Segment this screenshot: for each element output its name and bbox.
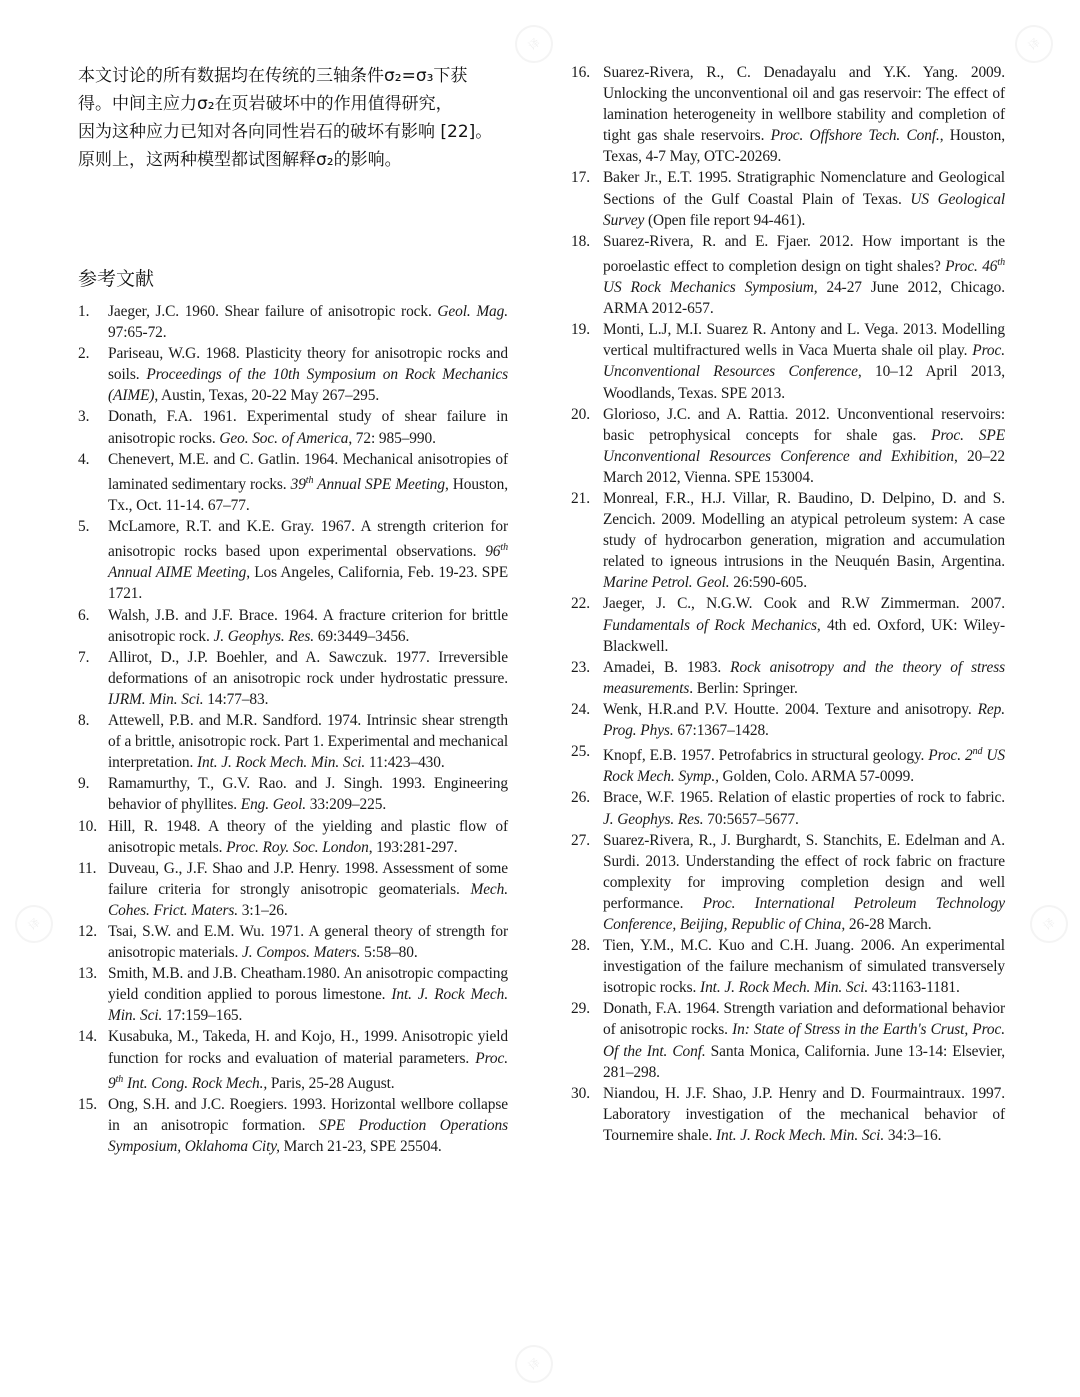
reference-text <box>108 816 508 858</box>
reference-plain-text: Duveau, G., J.F. Shao and J.P. Henry. 1998. Assessment of some failure criteria for strongly anisotropic geomaterials. <box>108 859 508 898</box>
reference-item <box>571 935 1005 998</box>
reference-plain-text: Niandou, H. J.F. Shao, J.P. Henry and D. Fourmaintraux. 1997. Laboratory investigation of the mechanical behavior of Tournemire shale. <box>603 1084 1005 1144</box>
reference-plain-text: Pariseau, W.G. 1968. Plasticity theory for anisotropic rocks and soils. <box>108 345 508 384</box>
reference-italic-text: Proc. 2 <box>928 747 973 765</box>
reference-number: 27. <box>571 831 590 849</box>
reference-item <box>78 1026 508 1093</box>
reference-number: 2. <box>78 345 90 363</box>
reference-plain-text: Baker Jr., E.T. 1995. Stratigraphic Nomenclature and Geological Sections of the Gulf Coastal Plain of Texas. <box>603 169 1005 208</box>
watermark-icon: 译 <box>507 1337 561 1391</box>
reference-text <box>603 1083 1005 1146</box>
reference-item <box>571 787 1005 829</box>
reference-number: 1. <box>78 303 90 320</box>
reference-plain-text: Kusabuka, M., Takeda, H. and Kojo, H., 1999. Anisotropic yield function for rocks and evaluation of material parameters. <box>108 1028 508 1067</box>
reference-plain-text: Tien, Y.M., M.C. Kuo and C.H. Juang. 2006. An experimental investigation of the failure mechanism of simulated transversely isotropic rocks. <box>603 937 1005 997</box>
reference-text <box>108 605 508 647</box>
reference-italic-text: Proc. 46 <box>945 257 998 275</box>
reference-italic-text: Rep. Prog. Phys. <box>603 700 1005 740</box>
reference-item <box>571 593 1005 656</box>
reference-italic-text: Proceedings of the 10th Symposium on Rock Mechanics (AIME) <box>108 366 508 405</box>
reference-number: 10. <box>78 817 97 835</box>
reference-plain-text: Donath, F.A. 1964. Strength variation and deformational behavior of anisotropic rocks. <box>603 1000 1005 1039</box>
left-column <box>78 62 508 1157</box>
references-heading: 参考文献 <box>78 268 155 290</box>
reference-text <box>603 935 1005 998</box>
reference-italic-text: J. Compos. Maters. <box>242 944 361 962</box>
reference-item <box>78 710 508 773</box>
reference-plain-text: , 193:281-297. <box>368 838 458 856</box>
reference-plain-text: Jaeger, J.C. 1960. Shear failure of anisotropic rock. <box>108 303 438 320</box>
reference-italic-text: Annual SPE Meeting <box>313 475 445 493</box>
reference-item <box>78 516 508 605</box>
reference-item <box>78 605 508 647</box>
reference-plain-text: , Houston, Texas, 4-7 May, OTC-20269. <box>603 127 1005 166</box>
reference-text <box>603 998 1005 1082</box>
reference-plain-text: Ong, S.H. and J.C. Roegiers. 1993. Horizontal wellbore collapse in an anisotropic formation. <box>108 1095 508 1134</box>
reference-italic-text: Proc. Unconventional Resources Conference <box>603 342 1005 381</box>
reference-item <box>78 301 508 343</box>
reference-plain-text: 24-27 June 2012, Chicago. ARMA 2012-657. <box>603 279 1005 318</box>
reference-text <box>108 449 508 516</box>
reference-item <box>571 404 1005 488</box>
reference-number: 8. <box>78 712 90 730</box>
intro-line: 因为这种应力已知对各向同性岩石的破坏有影响 [22]。 <box>78 122 493 142</box>
reference-italic-text: IJRM. Min. Sci. <box>108 690 204 708</box>
reference-number: 7. <box>78 648 90 666</box>
reference-plain-text: Amadei, B. 1983. <box>603 658 731 676</box>
reference-italic-text: Eng. Geol. <box>240 796 307 814</box>
reference-plain-text: Knopf, E.B. 1957. Petrofabrics in structural geology. <box>603 747 929 765</box>
reference-plain-text: Allirot, D., J.P. Boehler, and A. Sawczuk. 1977. Irreversible deformations of an anisotropic rock under hydrostatic pressure. <box>108 648 508 687</box>
reference-number: 3. <box>78 408 90 426</box>
reference-plain-text: Jaeger, J. C., N.G.W. Cook and R.W Zimmerman. 2007. <box>603 595 1005 613</box>
reference-plain-text: 26:590-605. <box>729 574 807 592</box>
intro-line: 原则上，这两种模型都试图解释σ₂的影响。 <box>78 150 402 170</box>
reference-plain-text: 11:423–430. <box>365 754 445 772</box>
reference-item <box>78 343 508 406</box>
reference-number: 20. <box>571 405 590 423</box>
reference-plain-text: Suarez-Rivera, R., J. Burghardt, S. Stanchits, E. Edelman and A. Surdi. 2013. Understanding the effect of rock fabric on fracture complexity for improving completion design and well performance. <box>603 831 1005 912</box>
reference-item <box>571 62 1005 167</box>
reference-italic-text: Int. J. Rock Mech. Min. Sci. <box>715 1126 885 1144</box>
reference-number: 12. <box>78 922 97 940</box>
reference-text <box>603 319 1005 403</box>
reference-text <box>603 787 1005 829</box>
reference-text <box>603 830 1005 935</box>
reference-number: 24. <box>571 700 590 718</box>
reference-number: 18. <box>571 232 590 250</box>
reference-item <box>78 449 508 516</box>
reference-item <box>78 816 508 858</box>
reference-plain-text: Monti, L.J, M.I. Suarez R. Antony and L. Vega. 2013. Modelling vertical multifractured wells in Vaca Muerta shale oil play. <box>603 321 1005 360</box>
reference-plain-text: March 21-23, SPE 25504. <box>279 1138 442 1156</box>
reference-plain-text: Glorioso, J.C. and A. Rattia. 2012. Unconventional reservoirs: basic petrophysical concepts for shale gas. <box>603 405 1005 444</box>
reference-plain-text: 14:77–83. <box>203 690 269 708</box>
intro-paragraph <box>78 62 508 174</box>
reference-plain-text: 17:159–165. <box>162 1007 243 1025</box>
reference-plain-text: 70:5657–5677. <box>703 810 799 828</box>
reference-number: 16. <box>571 64 590 81</box>
reference-plain-text: Suarez-Rivera, R., C. Denadayalu and Y.K. Yang. 2009. Unlocking the unconventional oil and gas reservoir: The effect of lamination heterogeneity in wellbore stability and completion of tight gas shale reservoirs. <box>603 64 1005 145</box>
watermark-icon: 译 <box>507 17 561 71</box>
reference-italic-text: 96 <box>485 543 501 561</box>
reference-plain-text: Santa Monica, California. June 13-14: Elsevier, 281–298. <box>603 1042 1005 1081</box>
reference-item <box>78 406 508 448</box>
reference-number: 28. <box>571 937 590 955</box>
reference-number: 11. <box>78 859 97 877</box>
reference-plain-text: Tsai, S.W. and E.M. Wu. 1971. A general theory of strength for anisotropic materials. <box>108 922 508 962</box>
reference-plain-text: Golden, Colo. ARMA 57-0099. <box>718 768 914 786</box>
reference-plain-text: Walsh, J.B. and J.F. Brace. 1964. A fracture criterion for brittle anisotropic rock. <box>108 606 508 645</box>
reference-italic-text: nd <box>972 746 983 758</box>
reference-number: 29. <box>571 1000 590 1018</box>
reference-text <box>108 963 508 1026</box>
reference-plain-text: , 10–12 April 2013, Woodlands, Texas. SPE 2013. <box>603 363 1005 402</box>
reference-italic-text: Proc. Roy. Soc. London <box>226 838 369 856</box>
reference-text <box>108 406 508 448</box>
reference-item <box>571 699 1005 741</box>
reference-text <box>603 62 1005 167</box>
reference-italic-text: Int. J. Rock Mech. Min. Sci. <box>197 754 366 772</box>
reference-number: 5. <box>78 518 90 536</box>
reference-number: 22. <box>571 595 590 613</box>
reference-number: 19. <box>571 321 590 339</box>
reference-text <box>108 710 508 773</box>
reference-plain-text: (Open file report 94-461). <box>644 211 806 229</box>
reference-item <box>571 741 1005 787</box>
watermark-icon: 译 <box>1022 897 1076 951</box>
reference-text <box>108 647 508 710</box>
reference-italic-text: Marine Petrol. Geol. <box>603 574 730 592</box>
reference-item <box>571 1083 1005 1146</box>
reference-italic-text: SPE Production Operations Symposium, Oklahoma City, <box>108 1116 508 1156</box>
reference-italic-text: US Geological Survey <box>603 190 1005 229</box>
reference-plain-text: 5:58–80. <box>360 944 418 962</box>
reference-number: 25. <box>571 743 590 761</box>
reference-italic-text: Geo. Soc. of America <box>219 429 349 447</box>
reference-plain-text: , Los Angeles, California, Feb. 19-23. SPE 1721. <box>108 564 508 603</box>
reference-plain-text: 69:3449–3456. <box>314 627 410 645</box>
reference-text <box>603 231 1005 320</box>
reference-plain-text: 67:1367–1428. <box>673 722 769 740</box>
reference-plain-text: 34:3–16. <box>884 1126 942 1144</box>
reference-text <box>603 657 1005 699</box>
reference-text <box>108 858 508 921</box>
reference-number: 15. <box>78 1095 97 1113</box>
reference-italic-text: Proc. 9 <box>108 1049 508 1092</box>
reference-number: 21. <box>571 490 590 507</box>
reference-italic-text: US Rock Mechanics Symposium, <box>603 279 818 297</box>
reference-plain-text: 33:209–225. <box>306 796 387 814</box>
reference-plain-text: , Houston, Tx., Oct. 11-14. 67–77. <box>108 475 508 514</box>
reference-text <box>603 167 1005 230</box>
reference-plain-text: 26-28 March. <box>845 916 932 933</box>
reference-plain-text: 43:1163-1181. <box>868 979 960 997</box>
reference-italic-text: Int. Cong. Rock Mech., <box>123 1074 268 1092</box>
reference-text <box>108 1026 508 1093</box>
reference-italic-text: Proc. SPE Unconventional Resources Conference and Exhibition <box>603 426 1006 465</box>
reference-number: 6. <box>78 606 90 624</box>
reference-item <box>78 963 508 1026</box>
reference-text <box>603 741 1005 787</box>
reference-plain-text: . Berlin: Springer. <box>689 679 798 697</box>
reference-italic-text: th <box>997 256 1005 268</box>
reference-text <box>603 488 1005 593</box>
reference-plain-text: Ramamurthy, T., G.V. Rao. and J. Singh. 1993. Engineering behavior of phyllites. <box>108 775 508 814</box>
reference-plain-text: Donath, F.A. 1961. Experimental study of shear failure in anisotropic rocks. <box>108 408 508 447</box>
right-column <box>571 62 1005 1146</box>
reference-item <box>571 319 1005 403</box>
reference-plain-text: , Austin, Texas, 20-22 May 267–295. <box>154 387 380 405</box>
reference-item <box>78 773 508 815</box>
reference-number: 26. <box>571 789 590 807</box>
reference-italic-text: Rock anisotropy and the theory of stress measurements <box>603 658 1005 697</box>
reference-text <box>108 516 508 605</box>
reference-italic-text: In: State of Stress in the Earth's Crust, Proc. Of the Int. Conf. <box>603 1021 1005 1060</box>
reference-italic-text: Int. J. Rock Mech. Min. Sci. <box>108 986 508 1025</box>
reference-plain-text: McLamore, R.T. and K.E. Gray. 1967. A strength criterion for anisotropic rocks based upon experimental observations. <box>108 518 508 561</box>
reference-italic-text: Geol. Mag. <box>437 303 508 320</box>
reference-italic-text: 39 <box>290 475 306 493</box>
reference-item <box>571 998 1005 1082</box>
reference-text <box>108 343 508 406</box>
reference-text <box>108 301 508 343</box>
reference-number: 9. <box>78 775 90 793</box>
reference-plain-text: Paris, 25-28 August. <box>267 1074 395 1092</box>
reference-italic-text: Mech. Cohes. Frict. Maters. <box>108 880 508 919</box>
reference-item <box>571 167 1005 230</box>
reference-plain-text: Hill, R. 1948. A theory of the yielding and plastic flow of anisotropic metals. <box>108 817 508 856</box>
reference-italic-text: J. Geophys. Res. <box>213 627 315 645</box>
reference-plain-text: , 72: 985–990. <box>348 429 436 447</box>
reference-plain-text: Monreal, F.R., H.J. Villar, R. Baudino, D. Delpino, D. and S. Zencich. 2009. Modelling an atypical petroleum system: A case study of hydrocarbon generation, migration and accumulation related to igneous intrusions in the Neuquén Basin, Argentina. <box>603 490 1005 571</box>
watermark-icon: 译 <box>1007 17 1061 71</box>
reference-number: 17. <box>571 169 590 187</box>
intro-line: 本文讨论的所有数据均在传统的三轴条件σ₂=σ₃下获 <box>78 66 468 86</box>
reference-plain-text: 97:65-72. <box>108 324 167 342</box>
reference-text <box>108 773 508 815</box>
reference-text <box>603 404 1005 488</box>
reference-plain-text: Chenevert, M.E. and C. Gatlin. 1964. Mechanical anisotropies of laminated sedimentary rocks. <box>108 450 508 493</box>
reference-italic-text: th <box>500 542 508 554</box>
reference-plain-text: Brace, W.F. 1965. Relation of elastic properties of rock to fabric. <box>603 789 1005 807</box>
reference-item <box>571 488 1005 593</box>
reference-plain-text: Attewell, P.B. and M.R. Sandford. 1974. Intrinsic shear strength of a brittle, anisotropic rock. Part 1. Experimental and mechanical interpretation. <box>108 712 508 772</box>
reference-italic-text: th <box>115 1073 124 1085</box>
reference-italic-text: Proc. International Petroleum Technology Conference, Beijing, Republic of China, <box>603 894 1006 933</box>
reference-number: 13. <box>78 965 97 983</box>
reference-number: 14. <box>78 1028 97 1046</box>
reference-plain-text: , 4th ed. Oxford, UK: Wiley-Blackwell. <box>603 616 1006 655</box>
reference-item <box>78 858 508 921</box>
reference-item <box>571 231 1005 320</box>
reference-number: 4. <box>78 450 90 468</box>
reference-plain-text: Wenk, H.R.and P.V. Houtte. 2004. Texture and anisotropy. <box>603 700 978 718</box>
reference-italic-text: Int. J. Rock Mech. Min. Sci. <box>700 979 869 997</box>
reference-plain-text: Suarez-Rivera, R. and E. Fjaer. 2012. How important is the poroelastic effect to completion design on tight shales? <box>603 232 1005 275</box>
reference-text <box>603 699 1005 741</box>
reference-text <box>603 593 1005 656</box>
reference-number: 23. <box>571 658 590 676</box>
reference-item <box>571 657 1005 699</box>
reference-italic-text: US Rock Mech. Symp., <box>603 747 1005 786</box>
reference-italic-text: Proc. Offshore Tech. Conf. <box>770 127 940 145</box>
reference-italic-text: Annual AIME Meeting <box>108 564 247 582</box>
reference-text <box>108 1094 508 1157</box>
reference-item <box>571 830 1005 935</box>
reference-plain-text: , 20–22 March 2012, Vienna. SPE 153004. <box>603 447 1005 486</box>
reference-item <box>78 1094 508 1157</box>
reference-list-right <box>571 62 1005 1146</box>
reference-plain-text: Smith, M.B. and J.B. Cheatham.1980. An anisotropic compacting yield condition applied to porous limestone. <box>108 965 508 1004</box>
reference-item <box>78 647 508 710</box>
reference-text <box>108 921 508 963</box>
reference-italic-text: J. Geophys. Res. <box>603 810 704 828</box>
reference-item <box>78 921 508 963</box>
reference-italic-text: Fundamentals of Rock Mechanics <box>603 616 817 634</box>
reference-italic-text: th <box>305 474 314 486</box>
reference-number: 30. <box>571 1084 590 1102</box>
intro-line: 得。中间主应力σ₂在页岩破坏中的作用值得研究， <box>78 94 453 114</box>
watermark-icon: 译 <box>7 897 61 951</box>
reference-list-left <box>78 301 508 1157</box>
reference-plain-text: 3:1–26. <box>238 901 288 919</box>
